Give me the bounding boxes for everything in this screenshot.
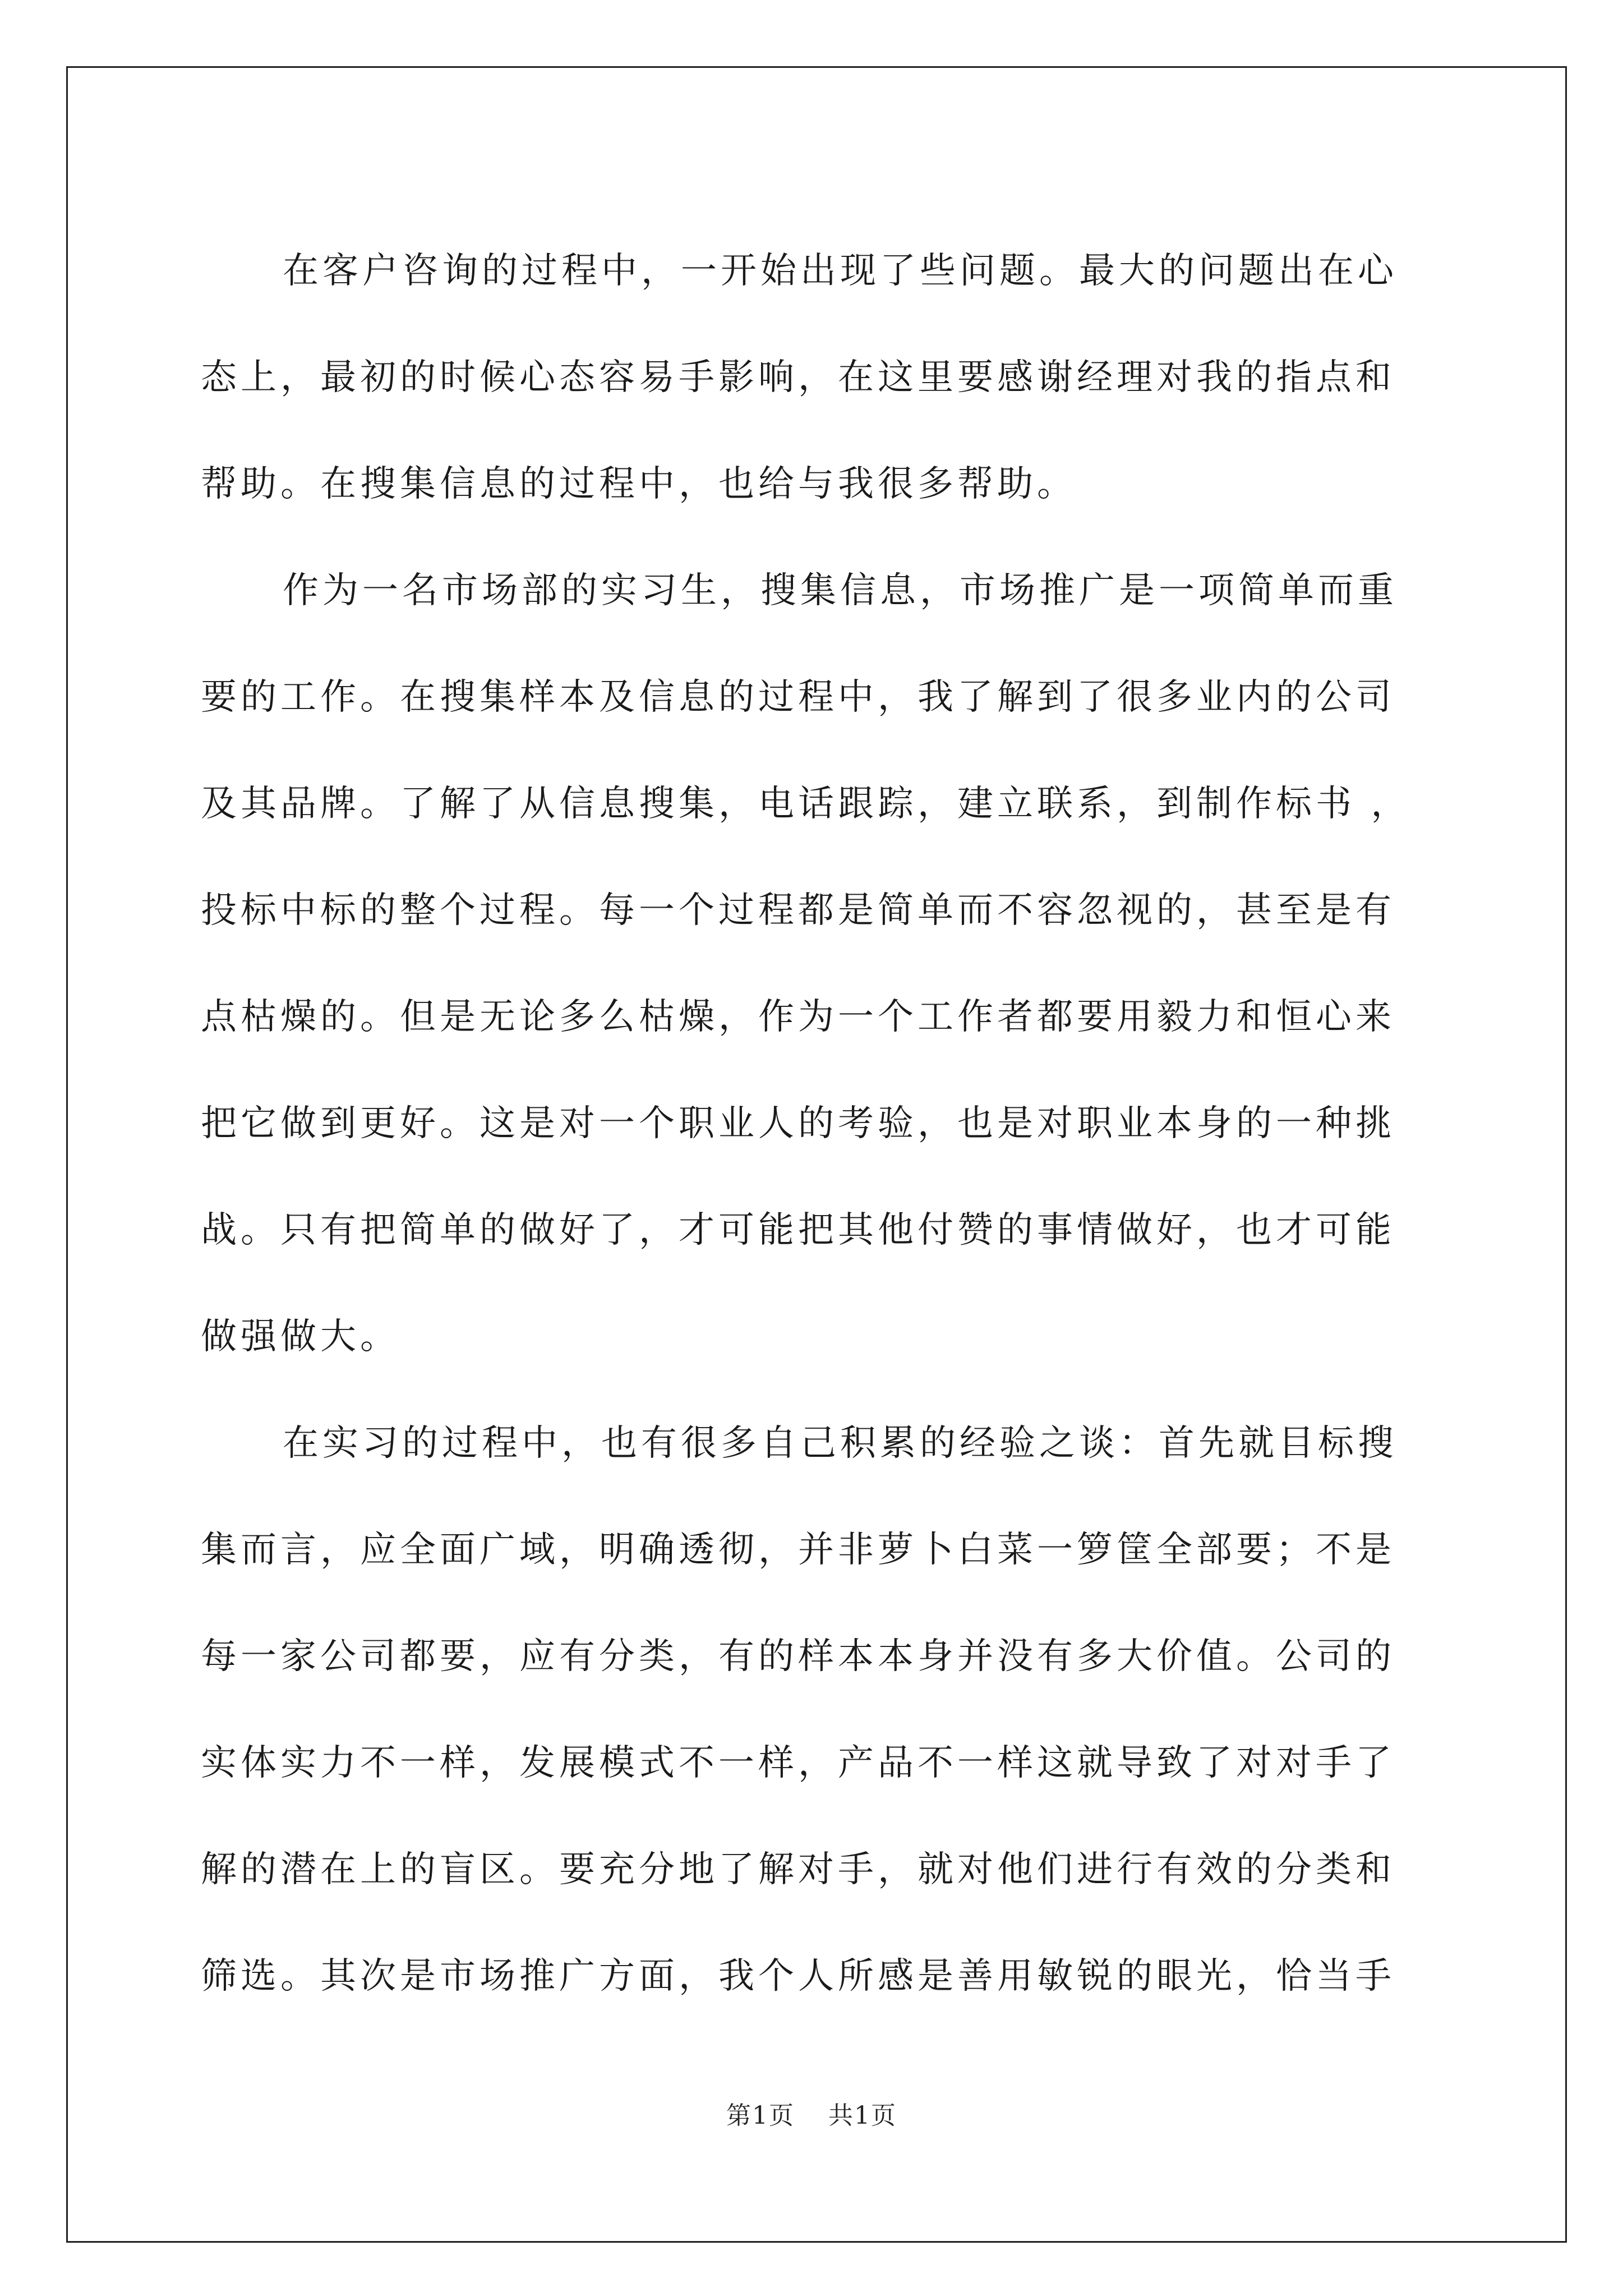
text-line: 在实习的过程中，也有很多自己积累的经验之谈：首先就目标搜 <box>283 1423 1398 1464</box>
text-line: 筛选。其次是市场推广方面，我个人所感是善用敏锐的眼光，恰当手 <box>201 1955 1395 1997</box>
text-line: 点枯燥的。但是无论多么枯燥，作为一个工作者都要用毅力和恒心来 <box>201 996 1395 1038</box>
text-line: 要的工作。在搜集样本及信息的过程中，我了解到了很多业内的公司 <box>201 677 1395 718</box>
text-line: 实体实力不一样，发展模式不一样，产品不一样这就导致了对对手了 <box>201 1742 1395 1784</box>
text-line: 解的潜在上的盲区。要充分地了解对手，就对他们进行有效的分类和 <box>201 1849 1395 1890</box>
paragraph-1 <box>201 218 1435 537</box>
paragraph-3 <box>201 1390 1435 2030</box>
text-line: 投标中标的整个过程。每一个过程都是简单而不容忽视的，甚至是有 <box>201 890 1395 931</box>
text-line: 态上，最初的时候心态容易手影响，在这里要感谢经理对我的指点和 <box>201 357 1395 398</box>
text-line: 战。只有把简单的做好了，才可能把其他付赞的事情做好，也才可能 <box>201 1209 1395 1251</box>
document-body <box>201 218 1435 2030</box>
text-line: 帮助。在搜集信息的过程中，也给与我很多帮助。 <box>201 463 1077 505</box>
paragraph-2 <box>201 537 1435 1390</box>
text-line: 集而言，应全面广域，明确透彻，并非萝卜白菜一箩筐全部要；不是 <box>201 1529 1395 1571</box>
page-number-total: 共1页 <box>828 2101 897 2130</box>
text-line: 做强做大。 <box>201 1316 400 1358</box>
text-line: 每一家公司都要，应有分类，有的样本本身并没有多大价值。公司的 <box>201 1636 1395 1677</box>
text-line: 把它做到更好。这是对一个职业人的考验，也是对职业本身的一种挑 <box>201 1103 1395 1144</box>
text-line: 及其品牌。了解了从信息搜集，电话跟踪，建立联系，到制作标书 ， <box>201 783 1411 825</box>
page-footer <box>0 2095 1623 2131</box>
page-number-current: 第1页 <box>726 2101 795 2130</box>
text-line: 作为一名市场部的实习生，搜集信息，市场推广是一项简单而重 <box>283 570 1398 611</box>
text-line: 在客户咨询的过程中，一开始出现了些问题。最大的问题出在心 <box>283 250 1398 292</box>
